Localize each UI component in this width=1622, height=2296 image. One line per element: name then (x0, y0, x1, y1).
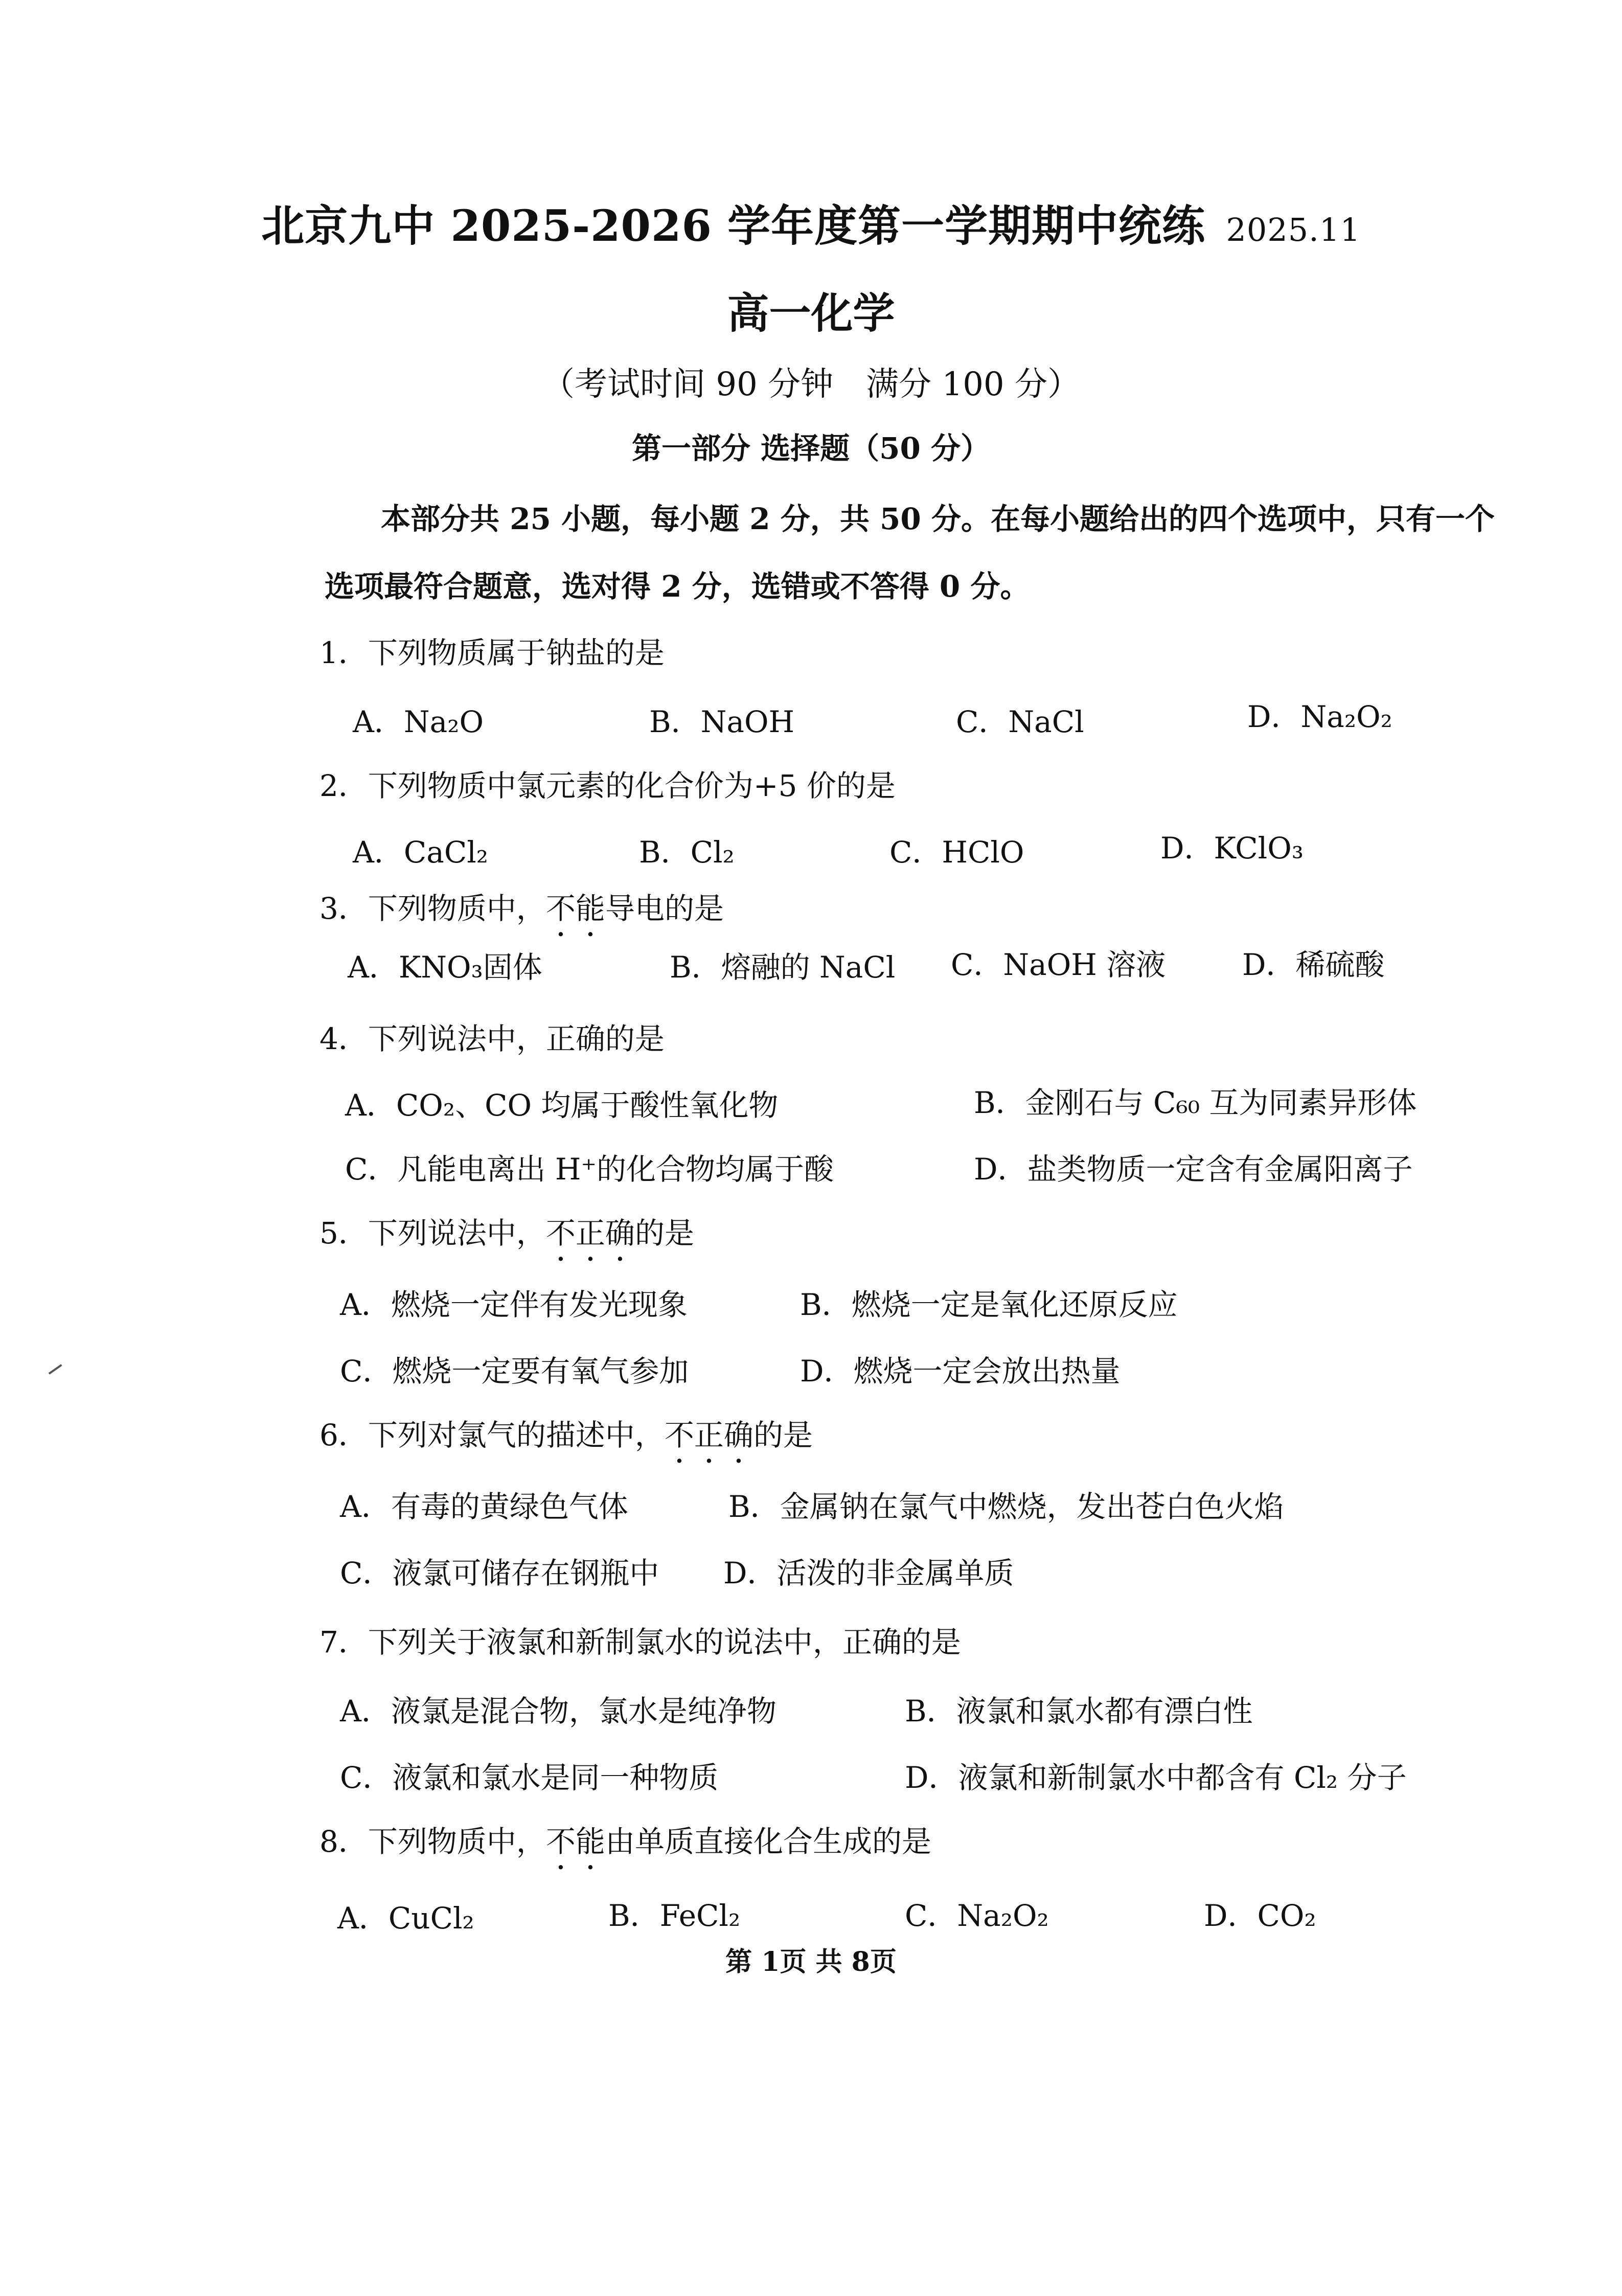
option-label: B． (905, 1694, 956, 1729)
option-text: 凡能电离出 H⁺的化合物均属于酸 (397, 1152, 834, 1187)
option-label: A． (340, 1694, 391, 1729)
question-1-option-b[interactable] (649, 698, 794, 741)
question-number: 7． (319, 1625, 368, 1660)
question-4-option-b[interactable] (974, 1079, 1417, 1122)
option-text: 液氯是混合物，氯水是纯净物 (391, 1694, 776, 1729)
question-text: 的是 (753, 1418, 813, 1452)
option-text: Na₂O₂ (1300, 699, 1392, 734)
option-text: CuCl₂ (388, 1901, 474, 1936)
exam-date: 2025.11 (1226, 211, 1361, 248)
option-label: A． (337, 1901, 389, 1936)
question-7-stem (319, 1618, 961, 1661)
option-label: A． (340, 1489, 391, 1524)
option-text: NaCl (1008, 704, 1084, 739)
option-label: C． (905, 1898, 957, 1933)
option-text: Cl₂ (690, 835, 735, 870)
question-text: 由单质直接化合生成的是 (605, 1824, 931, 1859)
option-label: B． (800, 1287, 852, 1322)
question-text: 下列对氯气的描述中， (368, 1418, 665, 1452)
question-text: 下列说法中，正确的是 (368, 1021, 665, 1056)
subject-title: 高一化学 (727, 289, 895, 338)
exam-title (0, 192, 1622, 254)
question-6-option-c[interactable] (340, 1549, 659, 1592)
option-text: 熔融的 NaCl (721, 950, 896, 985)
question-6-stem (319, 1411, 813, 1470)
question-8-option-c[interactable] (905, 1892, 1049, 1935)
option-label: A． (348, 950, 399, 985)
option-text: Na₂O₂ (957, 1898, 1049, 1933)
question-text: 下列物质中， (368, 891, 546, 926)
option-text: 金刚石与 C₆₀ 互为同素异形体 (1025, 1085, 1417, 1120)
question-2-stem (319, 762, 896, 805)
option-label: A． (353, 835, 404, 870)
option-text: NaOH (700, 704, 795, 739)
option-label: B． (649, 704, 701, 739)
question-8-stem (319, 1817, 931, 1876)
question-8-option-a[interactable] (337, 1894, 474, 1937)
question-3-option-a[interactable] (348, 943, 542, 986)
option-text: KNO₃固体 (398, 950, 542, 985)
question-7-option-d[interactable] (905, 1754, 1407, 1797)
option-text: 稀硫酸 (1295, 947, 1385, 982)
option-text: KClO₃ (1214, 831, 1304, 866)
question-6-option-b[interactable] (728, 1483, 1284, 1526)
question-number: 1． (319, 635, 368, 670)
option-label: A． (353, 704, 404, 739)
question-4-option-a[interactable] (345, 1081, 778, 1124)
option-text: 燃烧一定要有氧气参加 (392, 1354, 689, 1389)
question-8-option-d[interactable] (1204, 1892, 1316, 1935)
option-label: C． (889, 835, 942, 870)
question-emphasis: 不能 (545, 1824, 605, 1859)
option-label: D． (905, 1760, 958, 1795)
option-label: C． (340, 1760, 393, 1795)
option-label: C． (345, 1152, 398, 1187)
option-label: B． (608, 1898, 660, 1933)
question-1-option-c[interactable] (956, 698, 1084, 741)
question-7-option-c[interactable] (340, 1754, 718, 1797)
question-6-option-d[interactable] (723, 1549, 1014, 1592)
option-text: 燃烧一定伴有发光现象 (391, 1287, 688, 1322)
question-4-option-c[interactable] (345, 1145, 834, 1188)
question-4-option-d[interactable] (974, 1145, 1413, 1188)
option-text: CO₂、CO 均属于酸性氧化物 (396, 1088, 779, 1123)
option-text: Na₂O (403, 704, 484, 739)
instructions-line-1: 本部分共 25 小题，每小题 2 分，共 50 分。在每小题给出的四个选项中，只有一个 (381, 502, 1495, 536)
stray-pen-mark (43, 1356, 62, 1374)
option-text: HClO (942, 835, 1024, 870)
question-number: 4． (319, 1021, 368, 1056)
option-label: C． (340, 1354, 393, 1389)
question-emphasis: 不能 (545, 891, 605, 926)
question-6-option-a[interactable] (340, 1483, 628, 1526)
option-label: B． (639, 835, 691, 870)
question-text: 的是 (634, 1216, 694, 1251)
option-label: B． (974, 1085, 1025, 1120)
option-text: 盐类物质一定含有金属阳离子 (1027, 1152, 1413, 1187)
question-3-option-c[interactable] (951, 941, 1166, 984)
question-7-option-a[interactable] (340, 1687, 776, 1730)
option-text: 液氯和氯水是同一种物质 (392, 1760, 719, 1795)
question-text: 下列说法中， (368, 1216, 546, 1251)
question-3-stem (319, 884, 724, 943)
option-label: D． (800, 1354, 854, 1389)
question-text: 下列物质中氯元素的化合价为+5 价的是 (368, 768, 896, 803)
question-number: 6． (319, 1418, 368, 1452)
question-emphasis: 不正确 (664, 1418, 753, 1452)
option-text: 燃烧一定是氧化还原反应 (851, 1287, 1178, 1322)
question-number: 5． (319, 1216, 368, 1251)
question-7-option-b[interactable] (905, 1687, 1253, 1730)
section-title: 第一部分 选择题（50 分） (631, 431, 991, 466)
question-2-option-d[interactable] (1160, 824, 1304, 867)
option-text: FeCl₂ (659, 1898, 741, 1933)
option-label: D． (1247, 699, 1301, 734)
option-label: C． (340, 1556, 393, 1590)
option-text: CaCl₂ (403, 835, 489, 870)
question-2-option-c[interactable] (889, 828, 1024, 871)
option-text: 活泼的非金属单质 (776, 1556, 1014, 1590)
option-text: 金属钠在氯气中燃烧，发出苍白色火焰 (780, 1489, 1284, 1524)
question-4-stem (319, 1015, 665, 1058)
question-8-option-b[interactable] (608, 1892, 740, 1935)
option-text: NaOH 溶液 (1003, 947, 1166, 982)
question-3-option-b[interactable] (670, 943, 895, 986)
question-2-option-a[interactable] (353, 828, 488, 871)
option-text: 液氯和新制氯水中都含有 Cl₂ 分子 (958, 1760, 1407, 1795)
question-3-option-d[interactable] (1242, 941, 1385, 984)
question-number: 2． (319, 768, 368, 803)
option-label: B． (670, 950, 721, 985)
question-number: 8． (319, 1824, 368, 1859)
question-5-option-b[interactable] (800, 1281, 1178, 1324)
option-label: D． (1242, 947, 1296, 982)
question-text: 导电的是 (605, 891, 724, 926)
question-number: 3． (319, 891, 368, 926)
option-label: C． (951, 947, 1003, 982)
question-text: 下列物质属于钠盐的是 (368, 635, 665, 670)
option-text: 燃烧一定会放出热量 (853, 1354, 1121, 1389)
option-label: D． (1160, 831, 1214, 866)
question-1-option-d[interactable] (1247, 693, 1392, 736)
option-label: D． (723, 1556, 777, 1590)
question-text: 下列物质中， (368, 1824, 546, 1859)
question-emphasis: 不正确 (545, 1216, 635, 1251)
option-text: 有毒的黄绿色气体 (391, 1489, 628, 1524)
question-1-stem (319, 629, 665, 672)
option-label: B． (728, 1489, 780, 1524)
option-label: C． (956, 704, 1009, 739)
question-text: 下列关于液氯和新制氯水的说法中，正确的是 (368, 1625, 961, 1660)
option-text: CO₂ (1257, 1898, 1316, 1933)
option-label: A． (345, 1088, 396, 1123)
option-label: A． (340, 1287, 391, 1322)
option-text: 液氯可储存在钢瓶中 (392, 1556, 659, 1590)
question-1-option-a[interactable] (353, 698, 484, 741)
exam-info: （考试时间 90 分钟 满分 100 分） (542, 366, 1080, 403)
option-label: D． (1204, 1898, 1258, 1933)
option-text: 液氯和氯水都有漂白性 (956, 1694, 1253, 1729)
question-5-stem (319, 1209, 694, 1268)
option-label: D． (974, 1152, 1027, 1187)
page-indicator: 第 1页 共 8页 (725, 1946, 897, 1977)
question-5-option-c[interactable] (340, 1347, 689, 1390)
exam-title-text: 北京九中 2025-2026 学年度第一学期期中统练 (261, 200, 1206, 251)
instructions-line-2: 选项最符合题意，选对得 2 分，选错或不答得 0 分。 (325, 569, 1030, 604)
question-5-option-a[interactable] (340, 1281, 688, 1324)
question-5-option-d[interactable] (800, 1347, 1121, 1390)
question-2-option-b[interactable] (639, 828, 735, 871)
